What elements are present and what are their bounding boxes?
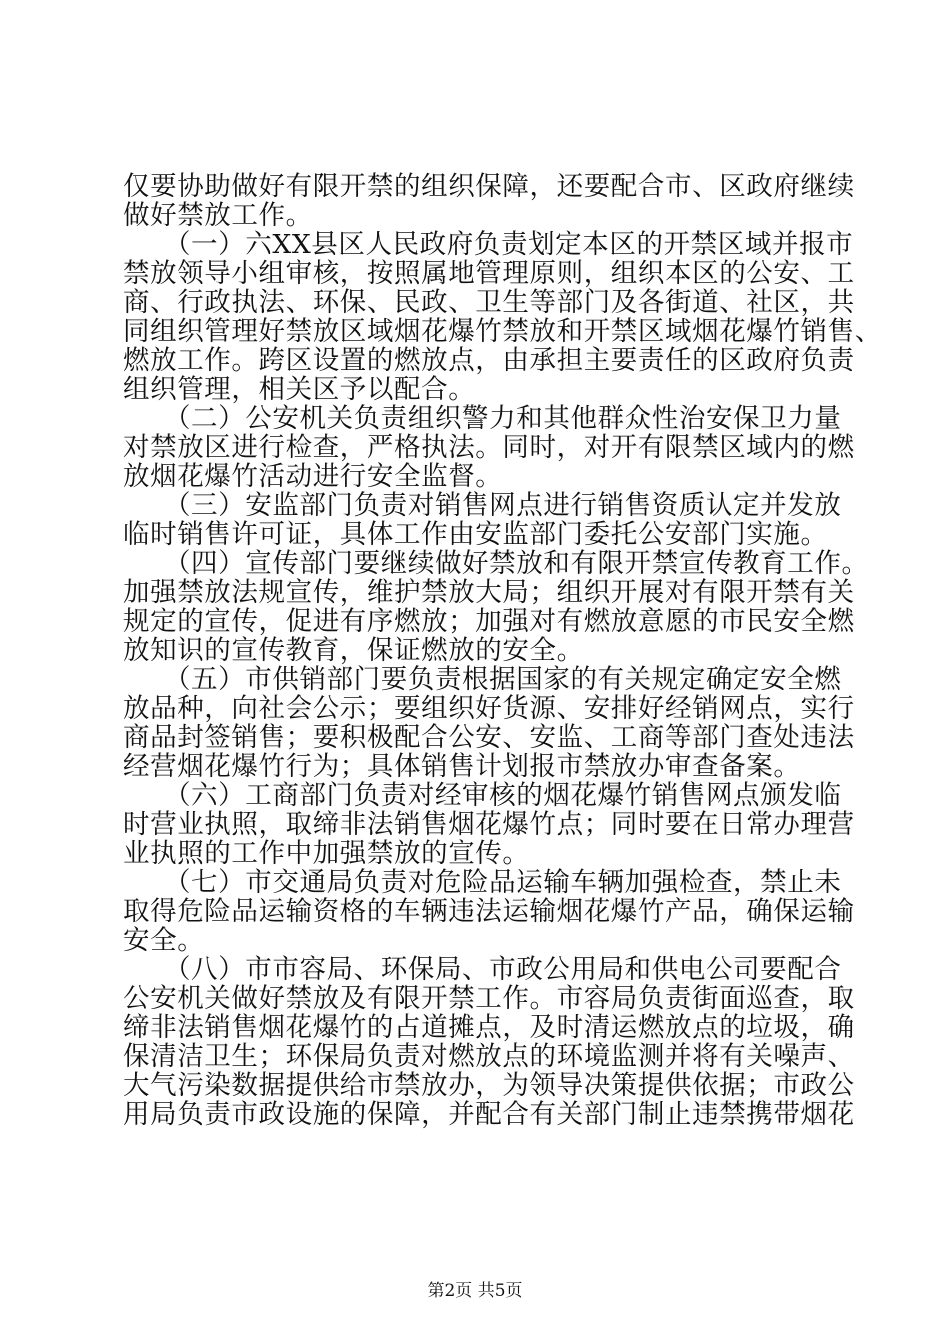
text-line: 经营烟花爆竹行为；具体销售计划报市禁放办审查备案。 (123, 751, 801, 782)
text-line: （二）公安机关负责组织警力和其他群众性治安保卫力量 (123, 403, 842, 434)
text-line: （六）工商部门负责对经审核的烟花爆竹销售网点颁发临 (123, 780, 842, 811)
text-line: 组织管理，相关区予以配合。 (123, 374, 476, 405)
document-body (123, 171, 882, 1130)
text-line: （八）市市容局、环保局、市政公用局和供电公司要配合 (123, 954, 842, 985)
text-line: 放知识的宣传教育，保证燃放的安全。 (123, 635, 584, 666)
text-line: （一）六XX县区人民政府负责划定本区的开禁区域并报市 (123, 229, 854, 260)
text-line: 燃放工作。跨区设置的燃放点，由承担主要责任的区政府负责 (123, 345, 855, 376)
text-line: 做好禁放工作。 (123, 200, 313, 231)
text-line: 仅要协助做好有限开禁的组织保障，还要配合市、区政府继续 (123, 171, 855, 202)
text-line: 保清洁卫生；环保局负责对燃放点的环境监测并将有关噪声、 (123, 1041, 855, 1072)
text-line: 安全。 (123, 925, 205, 956)
text-line: 公安机关做好禁放及有限开禁工作。市容局负责街面巡查，取 (123, 983, 855, 1014)
page-number-footer: 第2页 共5页 (427, 1281, 523, 1301)
text-line: 取得危险品运输资格的车辆违法运输烟花爆竹产品，确保运输 (123, 896, 855, 927)
text-line: （三）安监部门负责对销售网点进行销售资质认定并发放 (123, 490, 842, 521)
text-line: （七）市交通局负责对危险品运输车辆加强检查，禁止未 (123, 867, 842, 898)
text-line: 临时销售许可证，具体工作由安监部门委托公安部门实施。 (123, 519, 828, 550)
text-line: 加强禁放法规宣传，维护禁放大局；组织开展对有限开禁有关 (123, 577, 855, 608)
text-line: （四）宣传部门要继续做好禁放和有限开禁宣传教育工作。 (123, 548, 869, 579)
text-line: 放品种，向社会公示；要组织好货源、安排好经销网点，实行 (123, 693, 855, 724)
text-line: 禁放领导小组审核，按照属地管理原则，组织本区的公安、工 (123, 258, 855, 289)
text-line: 用局负责市政设施的保障，并配合有关部门制止违禁携带烟花 (123, 1099, 855, 1130)
text-line: 对禁放区进行检查，严格执法。同时，对开有限禁区域内的燃 (123, 432, 855, 463)
text-line: 时营业执照，取缔非法销售烟花爆竹点；同时要在日常办理营 (123, 809, 855, 840)
text-line: 商、行政执法、环保、民政、卫生等部门及各街道、社区，共 (123, 287, 855, 318)
text-line: 业执照的工作中加强禁放的宣传。 (123, 838, 530, 869)
text-line: 缔非法销售烟花爆竹的占道摊点，及时清运燃放点的垃圾，确 (123, 1012, 855, 1043)
text-line: 商品封签销售；要积极配合公安、安监、工商等部门查处违法 (123, 722, 855, 753)
text-line: 规定的宣传，促进有序燃放；加强对有燃放意愿的市民安全燃 (123, 606, 855, 637)
text-line: 放烟花爆竹活动进行安全监督。 (123, 461, 503, 492)
text-line: （五）市供销部门要负责根据国家的有关规定确定安全燃 (123, 664, 842, 695)
text-line: 大气污染数据提供给市禁放办，为领导决策提供依据；市政公 (123, 1070, 855, 1101)
text-line: 同组织管理好禁放区域烟花爆竹禁放和开禁区域烟花爆竹销售、 (123, 316, 882, 347)
